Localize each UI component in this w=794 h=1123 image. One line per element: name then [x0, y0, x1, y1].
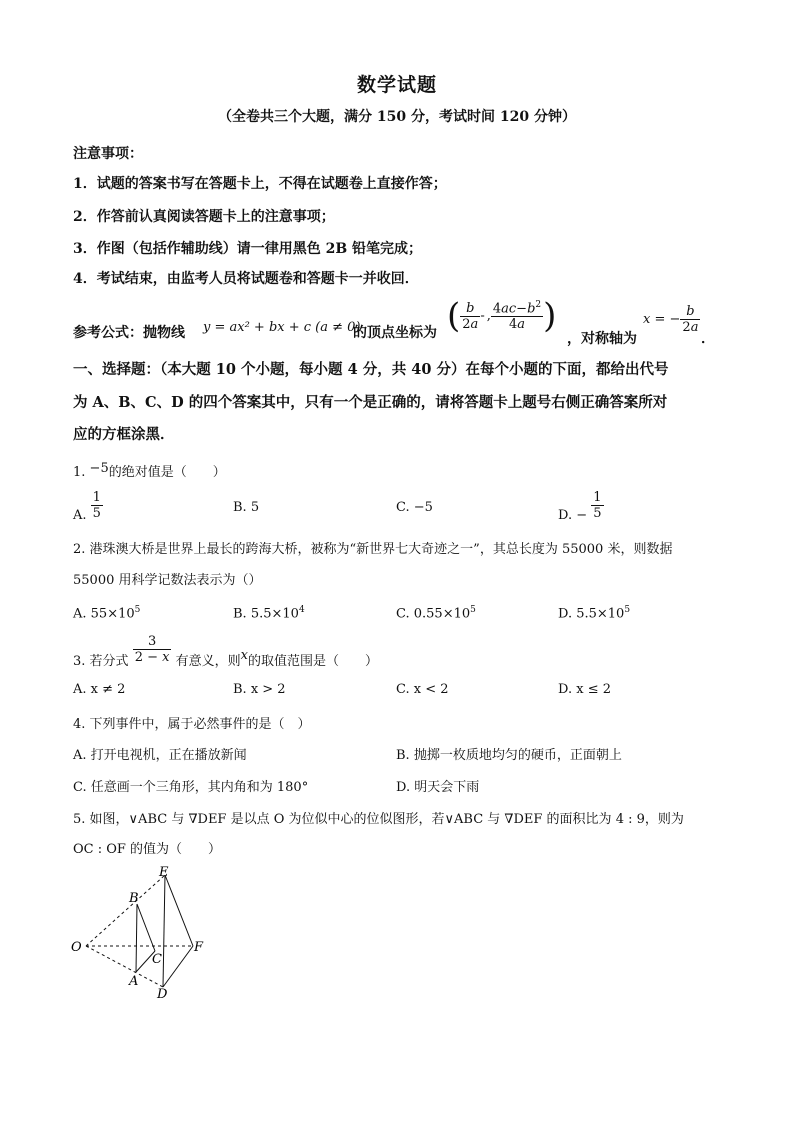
- note-item-4: 4．考试结束，由监考人员将试题卷和答题卡一并收回．: [73, 271, 419, 287]
- q2-option-c-exp: 5: [470, 605, 476, 615]
- q2-option-d: [558, 605, 630, 621]
- question-4-stem: 4. 下列事件中，属于必然事件的是（ ）: [73, 717, 311, 732]
- q1-option-a-label: A.: [73, 508, 87, 523]
- q2-option-a: [73, 605, 140, 621]
- q2-option-b-exp: 4: [298, 605, 305, 615]
- label-o: O: [71, 940, 82, 955]
- side-de: [163, 875, 165, 987]
- q3-option-a: A. x ≠ 2: [73, 682, 126, 697]
- q3-stem-pre: 3. 若分式: [73, 654, 129, 669]
- q2-option-a-text: A. 55×10: [73, 606, 135, 622]
- q3-fraction: $\frac{3}{2 - x}$: [134, 634, 170, 665]
- label-e: E: [159, 865, 169, 880]
- q2-option-d-exp: 5: [624, 605, 631, 615]
- q1-option-c: C. −5: [396, 500, 433, 515]
- q2-option-d-text: D. 5.5×10: [558, 606, 625, 622]
- side-bc: [137, 904, 155, 951]
- q1-option-d-fraction: $\frac{1}{5}$: [593, 490, 602, 521]
- q2-option-b: [233, 605, 305, 621]
- q1-option-a-fraction: $\frac{1}{5}$: [92, 490, 101, 521]
- reference-formula: [73, 296, 753, 346]
- question-5-line1: 5. 如图，∨ABC 与 ∇DEF 是以点 O 为位似中心的位似图形，若∨ABC 与 ∇DEF 的面积比为 4 : 9，则为: [73, 812, 684, 827]
- q2-option-a-exp: 5: [134, 605, 141, 615]
- formula-axis-text: ，对称轴为: [567, 331, 637, 347]
- question-1-stem: [73, 461, 226, 480]
- side-df: [163, 946, 193, 987]
- q3-stem-mid: 有意义，则: [175, 654, 241, 669]
- page-title: 数学试题: [356, 74, 437, 96]
- parabola-equation: y = ax² + bx + c (a ≠ 0): [203, 320, 361, 335]
- question-2-line1: 2. 港珠澳大桥是世界上最长的跨海大桥，被称为“新世界七大奇迹之一”，其总长度为 55000 米，则数据: [73, 542, 673, 557]
- notes-heading: 注意事项：: [73, 146, 143, 162]
- q1-option-d: [558, 490, 604, 521]
- formula-end: ．: [701, 331, 715, 347]
- q4-option-d: D. 明天会下雨: [396, 780, 480, 795]
- q3-option-d: D. x ≤ 2: [558, 682, 611, 697]
- q4-option-b: B. 抛掷一枚质地均匀的硬币，正面朝上: [396, 748, 622, 763]
- vertex-coordinate: ( $\frac{b}{2a}$ - , $\frac{4ac-b^2}{4a}$ ): [447, 296, 557, 336]
- q3-stem-post: 的取值范围是（ ）: [247, 654, 378, 669]
- label-c: C: [152, 952, 162, 967]
- label-b: B: [129, 891, 139, 906]
- q2-option-c-text: C. 0.55×10: [396, 606, 471, 622]
- section1-line2: 为 A、B、C、D 的四个答案其中，只有一个是正确的，请将答题卡上题号右侧正确答案所对: [73, 394, 668, 411]
- homothety-figure: [66, 864, 216, 1002]
- q3-option-c: C. x < 2: [396, 682, 449, 697]
- q1-option-d-label: D. −: [558, 508, 588, 523]
- note-item-3: 3．作图（包括作辅助线）请一律用黑色 2B 铅笔完成；: [73, 241, 423, 257]
- q3-option-b: B. x > 2: [233, 682, 286, 697]
- ray-oe: [86, 875, 165, 946]
- q1-option-a: [73, 490, 103, 521]
- q1-number: 1.: [73, 465, 86, 480]
- side-ab: [136, 904, 137, 972]
- question-5-line2: OC : OF 的值为（ ）: [73, 842, 222, 857]
- formula-mid: 的顶点坐标为: [353, 325, 437, 341]
- label-d: D: [157, 987, 168, 1002]
- question-2-line2: 55000 用科学记数法表示为（）: [73, 573, 262, 588]
- section1-line3: 应的方框涂黑．: [73, 426, 175, 443]
- question-3-stem: 3. 若分式 $\frac{3}{2 - x}$ 有意义，则x的取值范围是（ ）: [73, 634, 378, 669]
- q2-option-b-text: B. 5.5×10: [233, 606, 299, 622]
- q1-stem-text: 的绝对值是（ ）: [108, 465, 226, 480]
- page-subtitle: （全卷共三个大题，满分 150 分，考试时间 120 分钟）: [218, 109, 576, 125]
- q4-option-a: A. 打开电视机，正在播放新闻: [73, 748, 247, 763]
- q4-option-c: C. 任意画一个三角形，其内角和为 180°: [73, 780, 309, 795]
- label-f: F: [194, 940, 204, 955]
- symmetry-axis: x = − $\frac{b}{2a}$: [643, 304, 699, 335]
- label-a: A: [129, 974, 139, 989]
- section1-line1: 一、选择题：（本大题 10 个小题，每小题 4 分，共 40 分）在每个小题的下面，都给出代号: [73, 361, 669, 378]
- q1-option-b: B. 5: [233, 500, 260, 515]
- q1-value: −5: [89, 461, 109, 476]
- note-item-1: 1．试题的答案书写在答题卡上，不得在试题卷上直接作答；: [73, 176, 447, 192]
- q2-option-c: [396, 605, 476, 621]
- note-item-2: 2．作答前认真阅读答题卡上的注意事项；: [73, 209, 335, 225]
- formula-prefix: 参考公式：抛物线: [73, 325, 185, 341]
- side-ef: [165, 875, 193, 946]
